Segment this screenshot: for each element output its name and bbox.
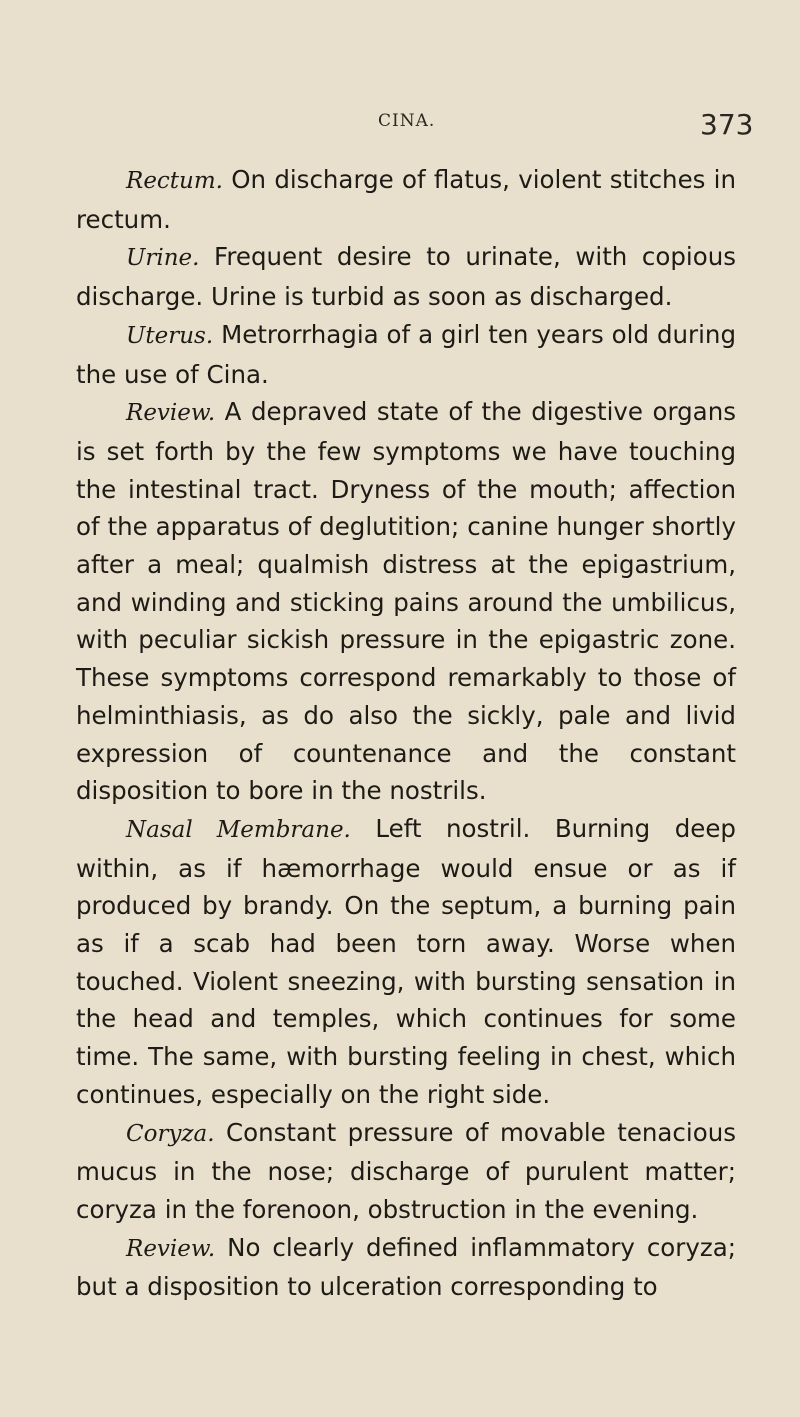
- section-heading: Nasal Membrane.: [126, 816, 351, 843]
- paragraph-text: Constant pressure of movable tenacious mucus in the nose; discharge of purulent matter; coryza in the forenoon, obstruction in the evening.: [76, 1117, 736, 1224]
- paragraph-review-digestive: [76, 393, 736, 810]
- paragraph-text: Metrorrhagia of a girl ten years old during the use of Cina.: [76, 319, 736, 389]
- paragraph-text: No clearly defined inflammatory coryza; but a disposition to ulceration corresponding to: [76, 1232, 736, 1302]
- paragraph-urine: [76, 238, 736, 315]
- paragraph-text: Left nostril. Burning deep within, as if hæmorrhage would ensue or as if produced by brandy. On the septum, a burning pain as if a scab had been torn away. Worse when touched. Violent sneezing, with bursting sensation in the head and temples, which continues for some time. The same, with bursting feeling in chest, which continues, especially on the right side.: [76, 813, 736, 1109]
- section-heading: Uterus.: [126, 322, 214, 349]
- paragraph-review-coryza: [76, 1229, 736, 1306]
- paragraph-text: Frequent desire to urinate, with copious discharge. Urine is turbid as soon as discharged.: [76, 242, 736, 312]
- page-number: 373: [700, 108, 754, 141]
- paragraph-text: On discharge of flatus, violent stitches in rectum.: [76, 165, 736, 234]
- paragraph-uterus: [76, 316, 736, 393]
- section-heading: Coryza.: [126, 1120, 215, 1147]
- paragraph-rectum: [76, 161, 736, 238]
- page-header: [0, 108, 800, 148]
- section-heading: Urine.: [126, 245, 200, 272]
- section-heading: Review.: [126, 1235, 216, 1262]
- running-head: CINA.: [378, 111, 436, 131]
- paragraph-nasal-membrane: [76, 810, 736, 1114]
- body-text: [76, 161, 736, 1306]
- paragraph-text: A depraved state of the digestive organs is set forth by the few symptoms we have touching the intestinal tract. Dryness of the mouth; affection of the apparatus of deglutition; canine hunger shortly after a meal; qualmish distress at the epigastrium, and winding and sticking pains around the umbilicus, with peculiar sickish pressure in the epigastric zone. These symptoms correspond remarkably to those of helminthiasis, as do also the sickly, pale and livid expression of countenance and the constant disposition to bore in the nostrils.: [76, 397, 736, 806]
- section-heading: Review.: [126, 400, 216, 427]
- section-heading: Rectum.: [126, 168, 223, 194]
- paragraph-coryza: [76, 1114, 736, 1229]
